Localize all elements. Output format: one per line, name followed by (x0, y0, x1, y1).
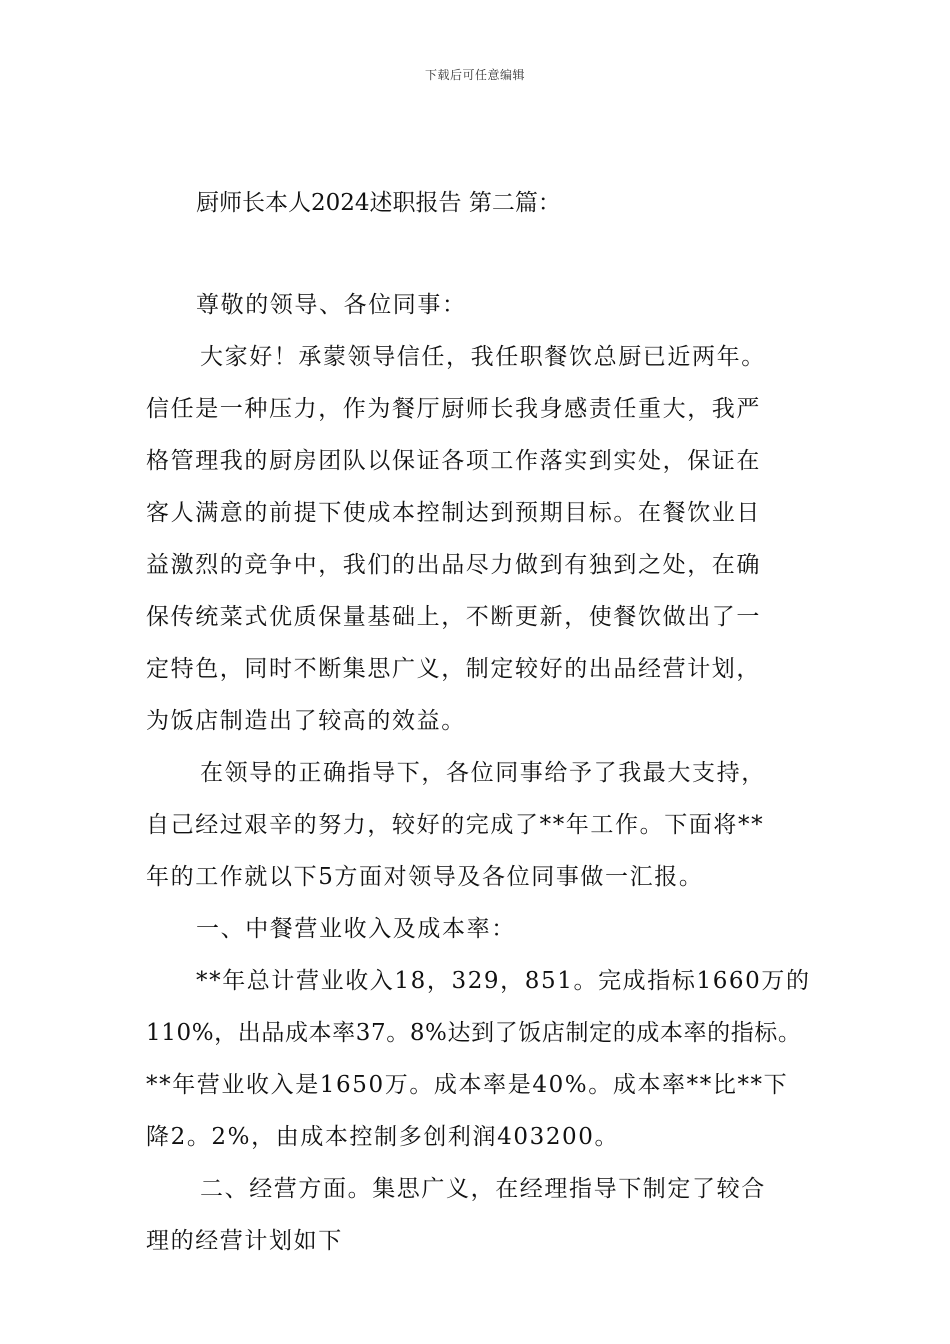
paragraph-line: 保传统菜式优质保量基础上，不断更新，使餐饮做出了一 (146, 604, 761, 630)
paragraph-line: **年营业收入是1650万。成本率是40%。成本率**比**下 (146, 1072, 789, 1098)
paragraph-line: 降2。2%，由成本控制多创利润403200。 (146, 1124, 620, 1150)
paragraph-line: 理的经营计划如下 (146, 1228, 343, 1254)
section-heading: 二、经营方面。集思广义，在经理指导下制定了较合 (200, 1176, 766, 1202)
page-header-note: 下载后可任意编辑 (424, 68, 525, 82)
document-title: 厨师长本人2024述职报告 第二篇： (196, 190, 561, 216)
paragraph-line: 益激烈的竞争中，我们的出品尽力做到有独到之处，在确 (146, 552, 761, 578)
paragraph-line: 在领导的正确指导下，各位同事给予了我最大支持， (200, 760, 766, 786)
paragraph-line: 格管理我的厨房团队以保证各项工作落实到实处，保证在 (146, 448, 761, 474)
paragraph-line: 客人满意的前提下使成本控制达到预期目标。在餐饮业日 (146, 500, 761, 526)
section-heading: 一、中餐营业收入及成本率： (196, 916, 516, 942)
paragraph-line: 大家好！承蒙领导信任，我任职餐饮总厨已近两年。 (200, 344, 766, 370)
paragraph-line: 110%，出品成本率37。8%达到了饭店制定的成本率的指标。 (146, 1020, 802, 1046)
paragraph-line: 信任是一种压力，作为餐厅厨师长我身感责任重大，我严 (146, 396, 761, 422)
paragraph-line: 年的工作就以下5方面对领导及各位同事做一汇报。 (146, 864, 704, 890)
salutation: 尊敬的领导、各位同事： (196, 292, 467, 318)
paragraph-line: 自己经过艰辛的努力，较好的完成了**年工作。下面将** (146, 812, 765, 838)
paragraph-line: 为饭店制造出了较高的效益。 (146, 708, 466, 734)
paragraph-line: **年总计营业收入18，329，851。完成指标1660万的 (196, 968, 811, 994)
paragraph-line: 定特色，同时不断集思广义，制定较好的出品经营计划， (146, 656, 761, 682)
